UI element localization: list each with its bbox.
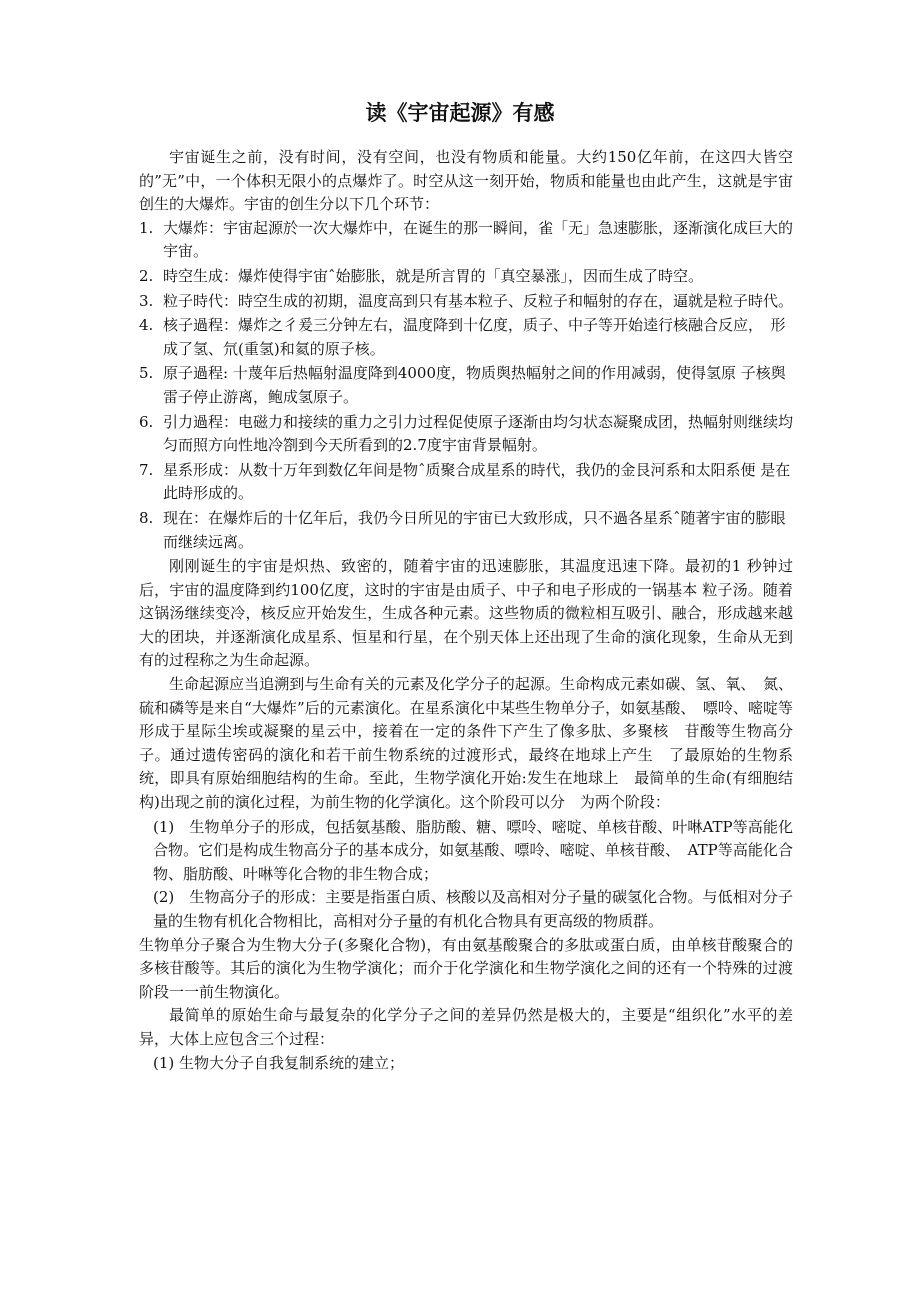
list-item: 5. 原子過程: 十蔑年后热幅射温度降到4000度，物质舆热幅射之间的作用减弱，使得氢原 子核舆雷子停止游离，鲍成氢原子。 — [139, 364, 786, 406]
cosmic-evolution-paragraph: 刚刚诞生的宇宙是炽热、致密的，随着宇宙的迅速膨胀，其温度迅速下降。最初的1 秒钟过后，宇宙的温度降到约100亿度，这时的宇宙是由质子、中子和电子形成的一锅基本 粒子汤。随着这锅汤继续变冷，核反应开始发生，生成各种元素。这些物质的微粒相互吸引、融合，形成越来越大的团块，并逐渐演化成星系、恒星和行星，在个别天体上还出现了生命的演化现象，生命从无到有的过程称之为生命起源。 — [139, 557, 793, 670]
intro-paragraph: 宇宙诞生之前，没有时间，没有空间，也没有物质和能量。大约150亿年前，在这四大皆空的”无”中，一个体积无限小的点爆炸了。时空从这一刻开始，物质和能量也由此产生，这就是宇宙创生的大爆炸。宇宙的创生分以下几个环节： — [139, 148, 793, 214]
list-item: 3. 粒子時代：時空生成的初期，温度高到只有基本粒子、反粒子和幅射的存在，逼就是粒子時代。 — [139, 291, 794, 310]
list-item: 4. 核子過程：爆炸之彳爰三分钟左右，温度降到十亿度，质子、中子等开始逵行核融合反应， 形成了氢、氘(重氢)和氦的原子核。 — [139, 316, 786, 358]
organization-paragraph: 最简单的原始生命与最复杂的化学分子之间的差异仍然是极大的，主要是“组织化”水平的差异，大体上应包含三个过程： — [139, 1006, 793, 1048]
process-one-item: (1) 生物大分子自我复制系统的建立； — [153, 1053, 405, 1072]
stage-one-paragraph: (1) 生物单分子的形成，包括氨基酸、脂肪酸、糖、嘌呤、嘧啶、单核苷酸、叶啉ATP等高能化合物。它们是构成生物高分子的基本成分，如氨基酸、嘌呤、嘧啶、单核苷酸、 ATP等高能化合物、脂肪酸、叶啉等化合物的非生物合成； — [153, 817, 793, 883]
document-title: 读《宇宙起源》有感 — [365, 101, 555, 125]
polymerization-paragraph: 生物单分子聚合为生物大分子(多聚化合物)，有由氨基酸聚合的多肽或蛋白质，由单核苷酸聚合的多核苷酸等。其后的演化为生物学演化；而介于化学演化和生物学演化之间的还有一个特殊的过渡阶段一一前生物演化。 — [139, 935, 793, 1001]
document-body — [139, 146, 793, 1075]
list-item: 7. 星系形成：从数十万年到数亿年间是物ˆ质聚合成星系的時代，我仍的金艮河系和太阳系便 是在此時形成的。 — [139, 460, 791, 503]
creation-steps-list — [139, 217, 793, 554]
origin-of-life-paragraph: 生命起源应当追溯到与生命有关的元素及化学分子的起源。生命构成元素如碳、氢、氧、 氮、硫和磷等是来自“大爆炸”后的元素演化。在星系演化中某些生物单分子，如氨基酸、 嘌呤、嘧啶等形成于星际尘埃或凝聚的星云中，接着在一定的条件下产生了像多肽、多聚核 苷酸等生物高分子。通过遗传密码的演化和若干前生物系统的过渡形式，最终在地球上产生 了最原始的生物系统，即具有原始细胞结构的生命。至此，生物学演化开始:发生在地球上 最简单的生命(有细胞结构)出现之前的演化过程，为前生物的化学演化。这个阶段可以分 为两个阶段： — [139, 675, 793, 812]
list-item: 8. 现在：在爆炸后的十亿年后，我仍今日所见的宇宙已大致形成，只不過各星系ˆ随著宇宙的膨眼而继续远离。 — [139, 508, 786, 551]
stage-two-paragraph: (2) 生物高分子的形成：主要是指蛋白质、核酸以及高相对分子量的碳氢化合物。与低相对分子量的生物有机化合物相比，高相对分子量的有机化合物具有更高级的物质群。 — [153, 888, 793, 930]
list-item: 2. 時空生成：爆炸使得宇宙ˆ始膨胀，就是所言胃的「真空暴涨」，因而生成了時空。 — [139, 266, 704, 285]
list-item: 6. 引力過程：电磁力和接续的重力之引力过程促使原子逐渐由均匀状态凝聚成团，热幅射则继续均匀而照方向性地冷劄到今天所看到的2.7度宇宙背景幅射。 — [139, 412, 794, 455]
list-item: 1. 大爆炸：宇宙起源於一次大爆炸中，在诞生的那一瞬间，雀「无」急速膨胀，逐渐演化成巨大的宇宙。 — [139, 218, 794, 261]
